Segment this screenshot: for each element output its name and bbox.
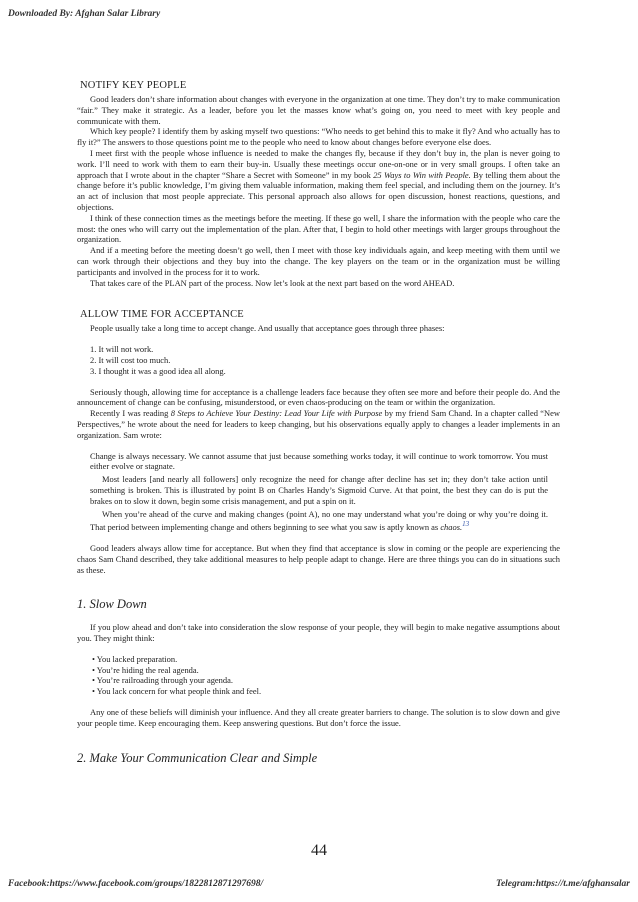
list-item: 3. I thought it was a good idea all along. [90, 365, 226, 376]
paragraph: Seriously though, allowing time for acceptance is a challenge leaders face because they often see more and before their people do. And the announcement of change can be confusing, misunderstood, or even chaos-producing on the team or within the organization. [77, 386, 560, 408]
emphasis-word: chaos. [440, 522, 463, 533]
list-item: 2. It will cost too much. [90, 354, 171, 365]
page-header: Downloaded By: Afghan Salar Library [8, 9, 161, 19]
list-item: • You’re hiding the real agenda. [92, 664, 199, 675]
page-number: 44 [311, 842, 327, 859]
section-heading-notify-key-people: NOTIFY KEY PEOPLE [80, 80, 187, 91]
book-title: 8 Steps to Achieve Your Destiny: Lead Your Life with Purpose [170, 408, 383, 419]
paragraph: People usually take a long time to accept change. And usually that acceptance goes through three phases: [90, 323, 445, 334]
paragraph: If you plow ahead and don’t take into consideration the slow response of your people, they will begin to make negative assumptions about you. They might think: [77, 622, 560, 644]
paragraph: I think of these connection times as the meetings before the meeting. If these go well, I share the information with the people who care the most: the ones who will carry out the implementation of the plan. After that, I begin to hold other meetings with larger groups throughout the organization. [77, 212, 560, 245]
bullet-list [92, 654, 560, 697]
text-run: I meet first with the people whose influence is needed to make the changes fly, because if they don’t buy in, the plan is never going to work. I’ll need to work with them to earn their buy-in. Usually these meetings occur one-on-one or in very small groups. I often take an approach that I wrote about in the chapter “Share a Secret with Someone” in my book [77, 147, 560, 180]
phase-list [90, 344, 560, 376]
footer-telegram-link[interactable]: Telegram:https://t.me/afghansalar [496, 879, 630, 889]
list-item: • You lacked preparation. [92, 653, 178, 664]
footer-facebook-link[interactable]: Facebook:https://www.facebook.com/groups/1822812871297698/ [8, 879, 264, 889]
book-title: 25 Ways to Win with People. [373, 169, 471, 180]
paragraph: Which key people? I identify them by asking myself two questions: “Who needs to get behind this to make it fly? And who actually has to fly it?” The answers to those questions point me to the people who need to know about changes before everyone else does. [77, 126, 560, 148]
paragraph: And if a meeting before the meeting doesn’t go well, then I meet with those key individuals again, and keep meeting with them until we can work through their objections and they buy into the change. The key players on the team or in the organization must be willing participants and involved in the process for it to work. [77, 245, 560, 277]
quote-paragraph: Most leaders [and nearly all followers] only recognize the need for change after decline has set in; they don’t take action until something is broken. This is illustrated by point B on Charles Handy’s Sigmoid Curve. At that point, the best they can do is put the brakes on to slow it down, begin some crisis management, and put a spin on it. [90, 474, 548, 506]
text-run: When you’re ahead of the curve and making changes (point A), no one may understand what you’re doing or why you’re doing it. That period between implementing change and others beginning to see what you saw is aptly known as [90, 508, 548, 533]
quote-paragraph [90, 509, 548, 533]
block-quote [90, 451, 548, 533]
list-item: • You lack concern for what people think and feel. [92, 686, 262, 697]
subsection-heading-communication: 2. Make Your Communication Clear and Simple [77, 750, 318, 765]
text-run: Recently I was reading [90, 408, 171, 419]
list-item: 1. It will not work. [90, 344, 154, 355]
paragraph [77, 148, 560, 213]
list-item: • You’re railroading through your agenda. [92, 675, 233, 686]
section-heading-allow-time: ALLOW TIME FOR ACCEPTANCE [80, 309, 244, 321]
quote-paragraph: Change is always necessary. We cannot assume that just because something works today, it will continue to work tomorrow. You must either evolve or stagnate. [90, 450, 548, 472]
paragraph: Good leaders don’t share information about changes with everyone in the organization at one time. They don’t try to make communication “fair.” They make it strategic. As a leader, before you let the masses know what’s going on, you need to meet with key people and communicate with them. [77, 94, 560, 126]
paragraph: Any one of these beliefs will diminish your influence. And they all create greater barriers to change. The solution is to slow down and give your people time. Keep encouraging them. Keep answering questions. But don’t force the issue. [77, 707, 560, 728]
text-run: By telling them about the change before it’s public knowledge, I’m giving them valuable information, making them feel special, and including them on the journey. It’s an act of inclusion that most people appreciate. This personal approach also allows for open discussion, honest reactions, questions, and objections. [77, 169, 560, 212]
paragraph [77, 408, 560, 440]
paragraph: Good leaders always allow time for acceptance. But when they find that acceptance is slow in coming or the people are experiencing the chaos Sam Chand described, they take additional measures to help people adapt to change. Here are three things you can do in situations such as these. [77, 542, 560, 575]
text-run: by my friend Sam Chand. In a chapter called “New Perspectives,” he wrote about the need for leaders to keep changing, but his observations equally apply to changes a leader implements in an organization. Sam wrote: [77, 408, 560, 440]
footnote-link[interactable]: 13 [462, 520, 470, 529]
subsection-heading-slow-down: 1. Slow Down [77, 597, 147, 612]
paragraph: That takes care of the PLAN part of the process. Now let’s look at the next part based on the word AHEAD. [90, 277, 455, 288]
page-content [77, 79, 560, 776]
